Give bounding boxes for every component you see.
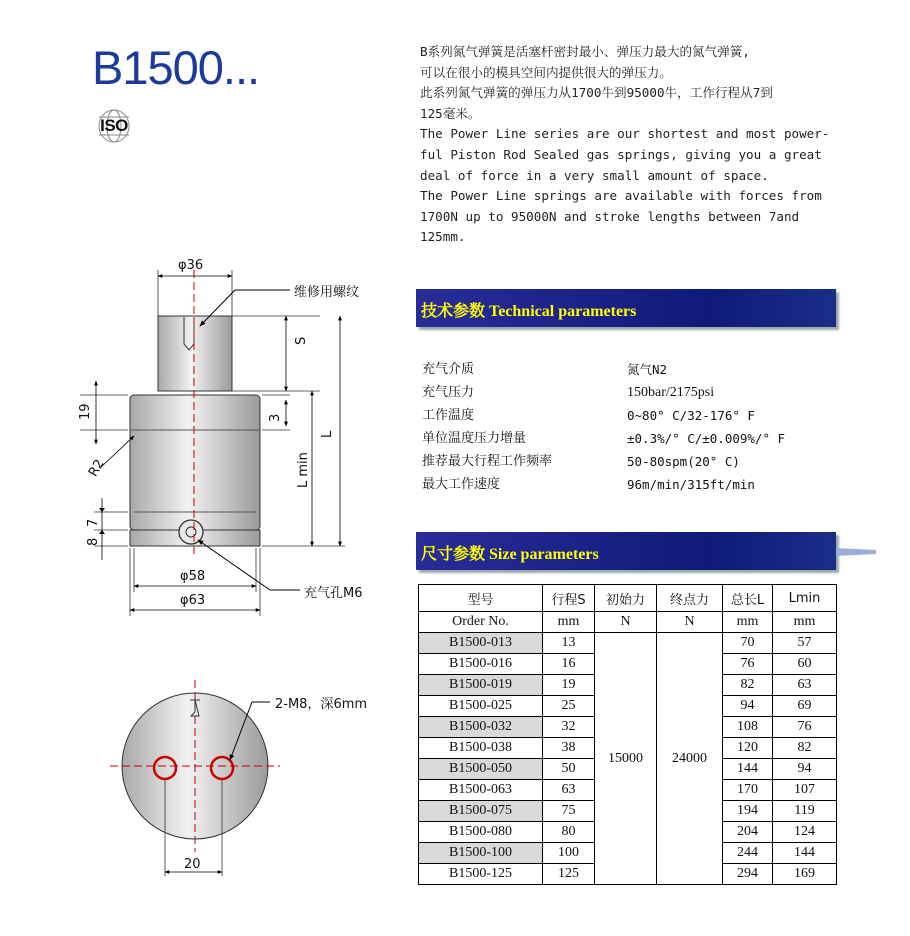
cell-lmin: 144 xyxy=(773,843,837,864)
side-view-drawing xyxy=(0,0,400,936)
cell-stroke: 100 xyxy=(543,843,595,864)
cell-lmin: 169 xyxy=(773,864,837,885)
param-value: 96m/min/315ft/min xyxy=(627,477,755,492)
dim-7: 7 xyxy=(86,518,101,527)
param-value: ±0.3%/° C/±0.009%/° F xyxy=(627,431,786,446)
unit: mm xyxy=(723,612,773,633)
cell-stroke: 32 xyxy=(543,717,595,738)
cell-length: 70 xyxy=(723,633,773,654)
table-units-row xyxy=(419,612,837,633)
cell-lmin: 107 xyxy=(773,780,837,801)
cell-model: B1500-038 xyxy=(419,738,543,759)
intro-line: ful Piston Rod Sealed gas springs, giving you a great xyxy=(420,146,822,162)
cell-lmin: 57 xyxy=(773,633,837,654)
col-header-model: 型号 xyxy=(419,585,543,612)
cell-length: 170 xyxy=(723,780,773,801)
cell-model: B1500-080 xyxy=(419,822,543,843)
intro-line: 125mm. xyxy=(420,229,466,245)
col-header-stroke: 行程S xyxy=(543,585,595,612)
intro-line: 125毫米。 xyxy=(420,105,481,121)
dim-phi63: φ63 xyxy=(180,593,206,608)
cell-length: 294 xyxy=(723,864,773,885)
intro-line: deal of force in a very small amount of space. xyxy=(420,167,769,183)
dim-r2: R2 xyxy=(86,457,108,480)
intro-line: 1700N up to 95000N and stroke lengths between 7and xyxy=(420,208,800,224)
unit: N xyxy=(595,612,657,633)
dim-phi58: φ58 xyxy=(180,569,206,584)
cell-length: 204 xyxy=(723,822,773,843)
col-header-lmin: Lmin xyxy=(773,585,837,612)
unit: mm xyxy=(773,612,837,633)
cell-model: B1500-125 xyxy=(419,864,543,885)
cell-stroke: 19 xyxy=(543,675,595,696)
param-value: 150bar/2175psi xyxy=(627,385,715,400)
cell-stroke: 125 xyxy=(543,864,595,885)
table-header-row xyxy=(419,585,837,612)
cell-lmin: 119 xyxy=(773,801,837,822)
cell-model: B1500-100 xyxy=(419,843,543,864)
order-no-label: Order No. xyxy=(419,612,543,633)
intro-line: The Power Line series are our shortest and most power- xyxy=(420,126,830,142)
bar-wing-decoration xyxy=(836,548,876,556)
dim-lmin: L min xyxy=(296,452,311,488)
cell-stroke: 50 xyxy=(543,759,595,780)
cell-length: 194 xyxy=(723,801,773,822)
param-value: 0~80° C/32-176° F xyxy=(627,408,755,423)
intro-text xyxy=(420,42,850,248)
param-label: 充气介质 xyxy=(422,362,475,377)
col-header-end-force: 终点力 xyxy=(657,585,723,612)
intro-line: The Power Line springs are available with forces from xyxy=(420,188,822,204)
cell-stroke: 16 xyxy=(543,654,595,675)
cell-end-force: 24000 xyxy=(657,633,723,885)
cell-lmin: 94 xyxy=(773,759,837,780)
technical-heading: 技术参数 Technical parameters xyxy=(421,303,637,320)
intro-line: 可以在很小的模具空间内提供很大的弹压力。 xyxy=(420,64,672,80)
dim-s: S xyxy=(294,336,309,345)
cell-stroke: 75 xyxy=(543,801,595,822)
col-header-length: 总长L xyxy=(723,585,773,612)
iso-text: ISO xyxy=(100,116,128,135)
param-value: 氮气N2 xyxy=(627,362,668,377)
intro-line: B系列氮气弹簧是活塞杆密封最小、弹压力最大的氮气弹簧, xyxy=(420,44,751,59)
technical-heading-bar xyxy=(416,289,836,327)
piston-rod xyxy=(158,316,232,391)
col-header-initial-force: 初始力 xyxy=(595,585,657,612)
cell-stroke: 63 xyxy=(543,780,595,801)
param-label: 工作温度 xyxy=(422,408,475,423)
dim-20: 20 xyxy=(184,857,201,872)
cylinder-body xyxy=(130,395,260,530)
table-row xyxy=(419,633,837,654)
page-title: B1500... xyxy=(92,41,260,94)
cell-length: 76 xyxy=(723,654,773,675)
dim-8: 8 xyxy=(86,537,101,546)
dim-3: 3 xyxy=(268,413,283,422)
cell-lmin: 76 xyxy=(773,717,837,738)
cell-initial-force: 15000 xyxy=(595,633,657,885)
cell-lmin: 63 xyxy=(773,675,837,696)
dim-l: L xyxy=(320,430,335,438)
unit: mm xyxy=(543,612,595,633)
size-table xyxy=(418,584,837,885)
cell-stroke: 13 xyxy=(543,633,595,654)
cell-length: 144 xyxy=(723,759,773,780)
param-label: 最大工作速度 xyxy=(422,477,501,492)
cell-length: 94 xyxy=(723,696,773,717)
mount-hole-label: 2-M8，深6mm xyxy=(275,697,368,712)
cell-length: 120 xyxy=(723,738,773,759)
cell-lmin: 124 xyxy=(773,822,837,843)
cell-length: 82 xyxy=(723,675,773,696)
cell-model: B1500-050 xyxy=(419,759,543,780)
fill-port-label: 充气孔M6 xyxy=(304,586,363,601)
intro-line: 此系列氮气弹簧的弹压力从1700牛到95000牛，工作行程从7到 xyxy=(420,85,773,101)
cell-model: B1500-013 xyxy=(419,633,543,654)
cell-stroke: 80 xyxy=(543,822,595,843)
unit: N xyxy=(657,612,723,633)
dim-phi36: φ36 xyxy=(178,258,204,273)
cell-length: 244 xyxy=(723,843,773,864)
cell-model: B1500-016 xyxy=(419,654,543,675)
dim-19: 19 xyxy=(78,403,93,420)
cell-stroke: 25 xyxy=(543,696,595,717)
size-heading-bar xyxy=(416,532,836,570)
param-value: 50-80spm(20° C) xyxy=(627,454,740,469)
cell-model: B1500-063 xyxy=(419,780,543,801)
cell-model: B1500-032 xyxy=(419,717,543,738)
cell-length: 108 xyxy=(723,717,773,738)
cell-lmin: 82 xyxy=(773,738,837,759)
cell-model: B1500-025 xyxy=(419,696,543,717)
param-label: 充气压力 xyxy=(422,385,475,400)
thread-note: 维修用螺纹 xyxy=(294,285,360,300)
cell-lmin: 60 xyxy=(773,654,837,675)
cell-model: B1500-019 xyxy=(419,675,543,696)
cell-lmin: 69 xyxy=(773,696,837,717)
cell-stroke: 38 xyxy=(543,738,595,759)
size-heading: 尺寸参数 Size parameters xyxy=(421,546,599,563)
cell-model: B1500-075 xyxy=(419,801,543,822)
param-label: 推荐最大行程工作频率 xyxy=(422,454,553,469)
param-label: 单位温度压力增量 xyxy=(422,431,527,446)
